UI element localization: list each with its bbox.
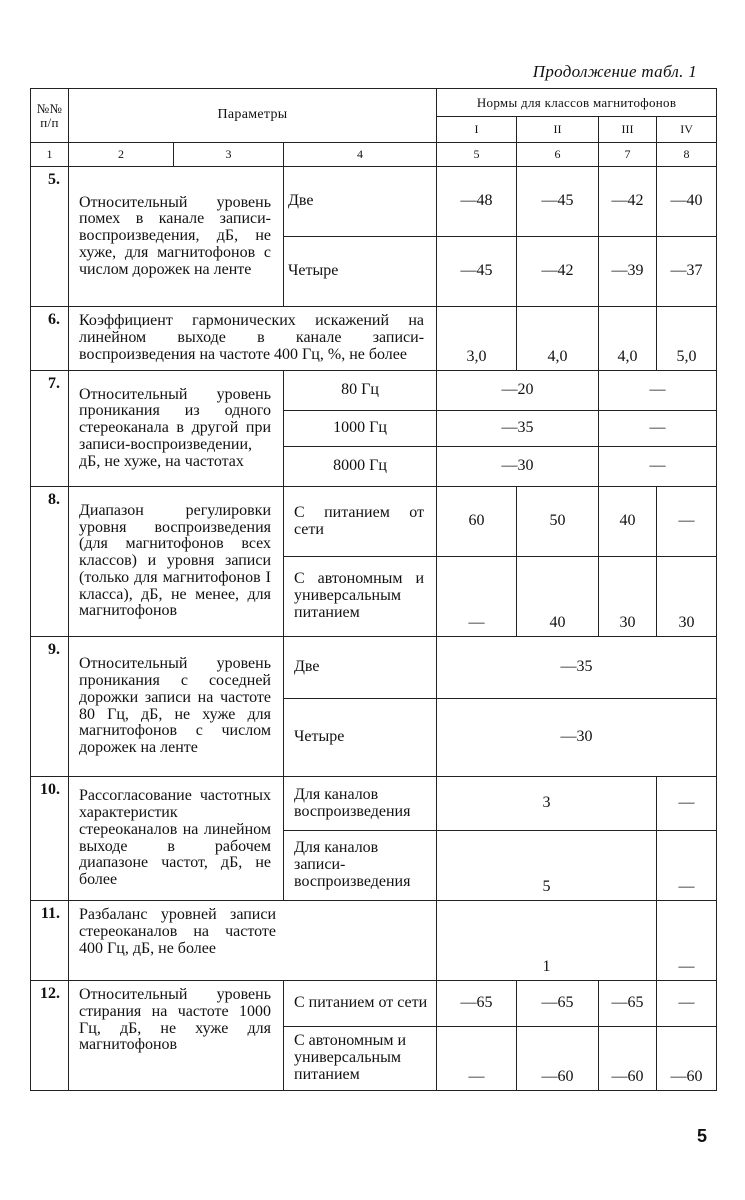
value-cell: 3,0 <box>437 307 517 371</box>
class-4: IV <box>657 117 717 143</box>
header-norms: Нормы для классов магнитофонов <box>437 89 717 117</box>
row-number: 8. <box>31 487 69 637</box>
table-row-6 <box>31 307 717 371</box>
row-description: Рассогласование частотных характеристик стереоканалов на линейном выходе в рабочем диапазоне частот, дБ, не более <box>69 777 284 901</box>
value-cell: —65 <box>437 981 517 1027</box>
value-cell: —42 <box>599 167 657 237</box>
value-cell: 30 <box>599 557 657 637</box>
colnum-2: 2 <box>69 143 174 167</box>
sub-condition: 1000 Гц <box>284 411 437 447</box>
value-cell: —60 <box>657 1027 717 1091</box>
header-num: №№ п/п <box>31 89 69 143</box>
sub-condition: С питанием от сети <box>284 487 437 557</box>
sub-condition: Две <box>284 637 437 699</box>
value-cell: —65 <box>517 981 599 1027</box>
value-cell: — <box>657 487 717 557</box>
row-description: Относительный уровень проникания из одного стереоканала в другой при записи-воспроизведении, дБ, не хуже, на частотах <box>69 371 284 487</box>
colnum-1: 1 <box>31 143 69 167</box>
value-cell: —42 <box>517 237 599 307</box>
row-number: 9. <box>31 637 69 777</box>
sub-condition: Две <box>284 167 437 237</box>
sub-condition: С автономным и универсальным питанием <box>284 1027 437 1091</box>
row-number: 11. <box>31 901 69 981</box>
value-cell: 3 <box>437 777 657 831</box>
sub-condition: Для каналов записи-воспроизведения <box>284 831 437 901</box>
value-cell: 50 <box>517 487 599 557</box>
row-number: 10. <box>31 777 69 901</box>
table-row-11 <box>31 901 717 981</box>
value-cell: 5,0 <box>657 307 717 371</box>
header-params: Параметры <box>69 89 437 143</box>
value-cell: 4,0 <box>517 307 599 371</box>
value-cell: 30 <box>657 557 717 637</box>
class-1: I <box>437 117 517 143</box>
sub-condition: Четыре <box>284 699 437 777</box>
value-cell: —35 <box>437 411 599 447</box>
value-cell: — <box>657 901 717 981</box>
value-cell: —35 <box>437 637 717 699</box>
header-col-numbers <box>31 143 717 167</box>
table-row-7 <box>31 371 717 411</box>
value-cell: 4,0 <box>599 307 657 371</box>
value-cell: —30 <box>437 447 599 487</box>
row-description: Коэффициент гармонических искажений на линейном выходе в канале записи-воспроизведения на частоте 400 Гц, %, не более <box>69 307 437 371</box>
value-cell: —39 <box>599 237 657 307</box>
sub-condition: Для каналов воспроизведения <box>284 777 437 831</box>
sub-condition: С питанием от сети <box>284 981 437 1027</box>
sub-condition: 8000 Гц <box>284 447 437 487</box>
continuation-caption: Продолжение табл. 1 <box>532 62 697 81</box>
sub-condition: С автономным и универсальным питанием <box>284 557 437 637</box>
row-description: Относительный уровень стирания на частоте 1000 Гц, дБ, не хуже для магнитофонов <box>69 981 284 1091</box>
table-row-10 <box>31 777 717 831</box>
row-description: Разбаланс уровней записи стереоканалов на частоте 400 Гц, дБ, не более <box>69 901 437 981</box>
value-cell: —60 <box>517 1027 599 1091</box>
sub-condition: 80 Гц <box>284 371 437 411</box>
value-cell: —37 <box>657 237 717 307</box>
value-cell: 40 <box>517 557 599 637</box>
colnum-7: 7 <box>599 143 657 167</box>
value-cell: —60 <box>599 1027 657 1091</box>
colnum-8: 8 <box>657 143 717 167</box>
row-description: Диапазон регулировки уровня воспроизведения (для магнитофонов всех классов) и уровня записи (только для магнитофонов I класса), дБ, не менее, для магнитофонов <box>69 487 284 637</box>
value-cell: 60 <box>437 487 517 557</box>
table-row-8 <box>31 487 717 557</box>
class-2: II <box>517 117 599 143</box>
value-cell: — <box>599 447 717 487</box>
value-cell: 40 <box>599 487 657 557</box>
value-cell: — <box>657 831 717 901</box>
table-row-12 <box>31 981 717 1027</box>
value-cell: —40 <box>657 167 717 237</box>
colnum-6: 6 <box>517 143 599 167</box>
colnum-5: 5 <box>437 143 517 167</box>
value-cell: — <box>437 1027 517 1091</box>
header-row-top <box>31 89 717 117</box>
value-cell: —30 <box>437 699 717 777</box>
value-cell: 5 <box>437 831 657 901</box>
value-cell: —45 <box>437 237 517 307</box>
row-number: 5. <box>31 167 69 307</box>
value-cell: — <box>657 981 717 1027</box>
table-row-9 <box>31 637 717 699</box>
value-cell: 1 <box>437 901 657 981</box>
value-cell: — <box>657 777 717 831</box>
row-number: 12. <box>31 981 69 1091</box>
row-description: Относительный уровень проникания с соседней дорожки записи на частоте 80 Гц, дБ, не хуже для магнитофонов с числом дорожек на ленте <box>69 637 284 777</box>
row-number: 7. <box>31 371 69 487</box>
page-number: 5 <box>696 1126 707 1146</box>
value-cell: —20 <box>437 371 599 411</box>
colnum-3: 3 <box>174 143 284 167</box>
class-3: III <box>599 117 657 143</box>
value-cell: —65 <box>599 981 657 1027</box>
row-description: Относительный уровень помех в канале записи-воспроизведения, дБ, не хуже, для магнитофонов с числом дорожек на ленте <box>69 167 284 307</box>
value-cell: —48 <box>437 167 517 237</box>
norms-table <box>30 88 717 1091</box>
colnum-4: 4 <box>284 143 437 167</box>
value-cell: — <box>599 371 717 411</box>
value-cell: —45 <box>517 167 599 237</box>
value-cell: — <box>437 557 517 637</box>
table-row-5 <box>31 167 717 237</box>
sub-condition: Четыре <box>284 237 437 307</box>
value-cell: — <box>599 411 717 447</box>
row-number: 6. <box>31 307 69 371</box>
